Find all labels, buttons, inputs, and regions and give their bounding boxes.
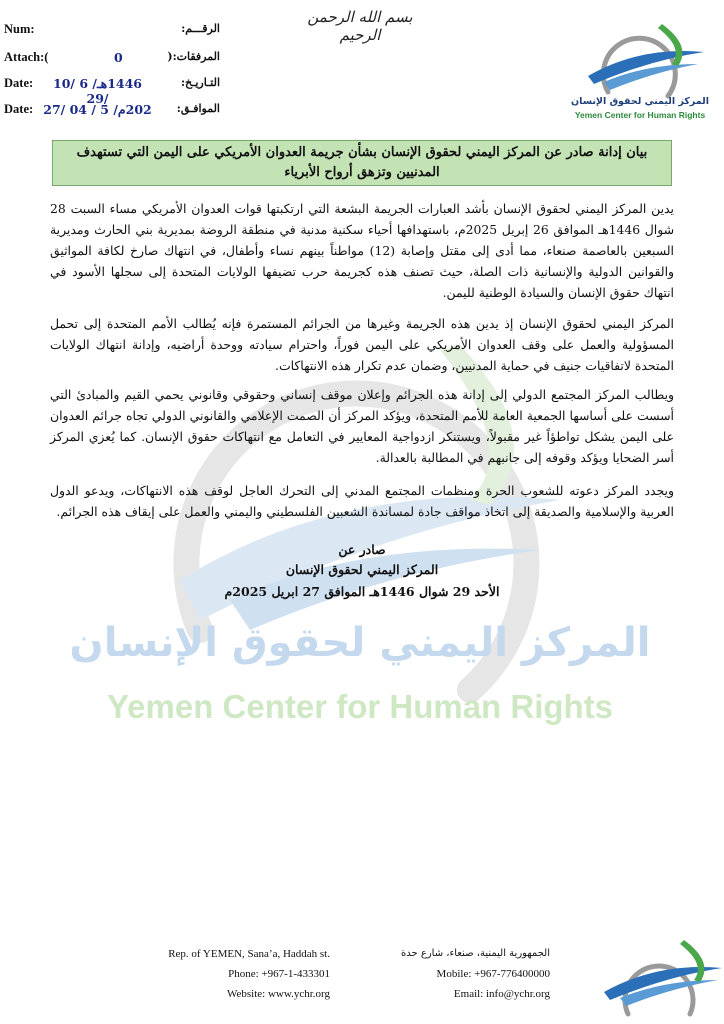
num-row <box>0 22 220 42</box>
date-hijri-row <box>0 76 220 106</box>
footer-email-link[interactable]: Email: info@ychr.org <box>453 988 550 1000</box>
attach-label-ar: المرفقات:( <box>167 50 220 63</box>
footer-address-ar: الجمهورية اليمنية، صنعاء، شارع حدة <box>401 948 550 959</box>
watermark-text-english: Yemen Center for Human Rights <box>106 688 614 725</box>
paragraph-3: ويطالب المركز المجتمع الدولي إلى إدانة هذه الجرائم وإعلان موقف إنساني وحقوقي وقانوني يحمي القيم والمبادئ التي أسست على أساسها الجمعية العامة للأمم المتحدة، ويؤكد المركز أن الصمت الإعلامي والقانوني الدولي تجاه جرائم العدوان على اليمن يشكل تواطؤاً غير مقبولاً، ويستنكر ازدواجية المعايير في التعامل مع انتهاكات حقوق الإنسان. كما يُعزي المركز أسر الضحايا ويؤكد وقوفه إلى جانبهم في المطالبة بالعدالة. <box>50 387 674 465</box>
footer-contact-left <box>130 944 330 1004</box>
footer-logo-icon <box>598 940 724 1024</box>
bismillah-calligraphy: بسم الله الرحمن الرحيم <box>307 8 413 44</box>
date-greg-label-en: Date: <box>4 102 34 116</box>
date-hijri-label-en: Date: <box>4 76 34 90</box>
num-label-ar: الرقـــم: <box>181 22 220 35</box>
num-label-en: Num: <box>4 22 35 36</box>
date-greg-value: 202م/ 5 / 04 /27 <box>43 102 152 117</box>
date-greg-label-ar: الموافـق: <box>176 102 220 115</box>
date-hijri-value: 1446هـ/ 6 /10 /29 <box>53 76 142 106</box>
footer-website-link[interactable]: Website: www.ychr.org <box>227 988 330 1000</box>
statement-title: بيان إدانة صادر عن المركز اليمني لحقوق الإنسان بشأن جريمة العدوان الأمريكي على اليمن التي تستهدف المدنيين وتزهق أرواح الأبرياء <box>76 145 648 180</box>
attach-label-en: Attach:( <box>4 50 49 64</box>
watermark-text-arabic: المركز اليمني لحقوق الإنسان <box>69 620 651 666</box>
footer-address-en: Rep. of YEMEN, Sana’a, Haddah st. <box>168 948 330 960</box>
logo-name-arabic: المركز اليمني لحقوق الإنسان <box>571 96 709 107</box>
date-greg-row <box>0 102 220 122</box>
footer-phone: Phone: +967-1-433301 <box>228 968 330 980</box>
paragraph-2: المركز اليمني لحقوق الإنسان إذ يدين هذه الجريمة وغيرها من الجرائم المستمرة فإنه يُطالب الأمم المتحدة إلى تحمل المسؤولية والعمل على وقف العدوان الأمريكي على اليمن فوراً، واحترام سيادته ووحدة أراضيه، وإدانة انتهاك الولايات المتحدة لاتفاقيات جنيف في حماية المدنيين، وضمان عدم تكرار هذه الانتهاكات. <box>50 316 674 373</box>
signature-date: الأحد 29 شوال 1446هـ الموافق 27 ابريل 2025م <box>224 584 500 599</box>
paragraph-1: يدين المركز اليمني لحقوق الإنسان بأشد العبارات الجريمة البشعة التي ارتكبتها قوات العدوان الأمريكي مساء السبت 28 شوال 1446هـ الموافق 26 إبريل 2025م، باستهدافها أحياء سكنية مدنية في منطقة الروضة بمديرية بني الحارث ومديرية السبعين بالعاصمة صنعاء، مما أدى إلى مقتل وإصابة (12) مواطناً بينهم نساء وأطفال، في انتهاك صارخ لكافة المواثيق والقوانين الدولية والإنسانية ذات الصلة، حيث تصنف هذه كجريمة حرب تضيفها الولايات المتحدة إلى سجلها الأسود في انتهاك حقوق الإنسان والسيادة الوطنية لليمن. <box>50 201 674 300</box>
paragraph-4: ويجدد المركز دعوته للشعوب الحرة ومنظمات المجتمع المدني إلى التحرك العاجل لوقف هذه الانتهاكات، ويدعو الدول العربية والإسلامية والصديقة إلى اتخاذ مواقف جادة لمساندة الشعبين الفلسطيني واليمني والعمل على إيقاف هذه الجرائم. <box>50 483 674 519</box>
attach-value: 0 <box>114 50 123 65</box>
footer-mobile: Mobile: +967-776400000 <box>436 968 550 980</box>
date-hijri-label-ar: التـاريـخ: <box>180 76 220 89</box>
signature-issued-by: صادر عن <box>338 542 386 557</box>
statement-title-box <box>52 140 672 186</box>
footer-contact-right <box>345 944 550 1004</box>
logo-name-english: Yemen Center for Human Rights <box>574 110 706 120</box>
signature-org-name: المركز اليمني لحقوق الإنسان <box>285 562 439 577</box>
attach-row <box>0 50 220 70</box>
